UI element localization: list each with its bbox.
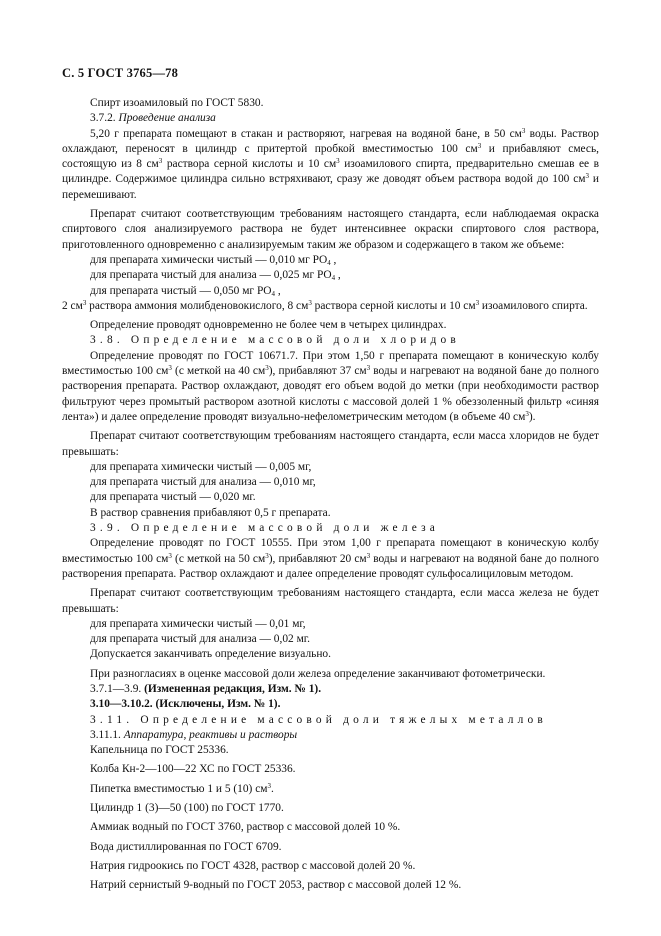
list-item: для препарата химически чистый — 0,005 мг, [90,460,312,473]
paragraph: Спирт изоамиловый по ГОСТ 5830. [90,97,264,109]
list-item: для препарата химически чистый — 0,010 мг $PO_4$ , [90,253,337,267]
subsection-title: 3.11.1. Аппаратура, реактивы и растворы [90,728,298,741]
paragraph: Определение проводят одновременно не более чем в четырех цилиндрах. [90,319,447,332]
list-item: Натрий сернистый 9-водный по ГОСТ 2053, раствор с массовой долей 12 %. [90,879,462,892]
list-item: Натрия гидроокись по ГОСТ 4328, раствор с массовой долей 20 %. [90,859,416,872]
paragraph: 5,20 г препарата помещают в стакан и растворяют, нагревая на водяной бане, в 50 $см^3$ воды. Раствор охлаждают, переносят в цилиндр с притертой пробкой вместимостью 100 $см^3$ и прибавляют смесь, состоящую из 8 $см^3$ раствора серной кислоты и 10 $см^3$ изоамилового спирта, предварительно смешав ее в цилиндре. Содержимое цилиндра сильно встряхивают, сразу же доводят объем раствора водой до 100 $см^3$ и перемешивают. [62,126,600,201]
list-item: для препарата чистый — 0,050 мг $PO_4$ , [90,284,281,298]
document-body [62,96,599,894]
list-item: Пипетка вместимостью 1 и 5 (10) $см^3$. [90,781,274,795]
list-item: для препарата чистый для анализа — 0,010 мг, [90,476,316,489]
list-item: Колба Кн-2—100—22 ХС по ГОСТ 25336. [90,763,296,776]
section-heading: 3.9. Определение массовой доли железа [90,522,440,535]
list-item: Аммиак водный по ГОСТ 3760, раствор с массовой долей 10 %. [90,821,401,834]
paragraph: При разногласиях в оценке массовой доли железа определение заканчивают фотометрически. [90,667,546,680]
list-item: для препарата чистый — 0,020 мг. [90,491,256,504]
change-note: 3.10—3.10.2. (Исключены, Изм. № 1). [90,698,281,711]
list-item: Капельница по ГОСТ 25336. [90,744,229,757]
change-note: 3.7.1—3.9. (Измененная редакция, Изм. № 1). [90,682,322,695]
page-header: С. 5 ГОСТ 3765—78 [62,66,179,80]
paragraph: Допускается заканчивать определение визуально. [90,648,331,661]
section-heading: 3.8. Определение массовой доли хлоридов [90,334,460,347]
paragraph: Определение проводят по ГОСТ 10555. При этом 1,00 г препарата помещают в коническую колбу вместимостью 100 $см^3$ (с меткой на 50 $см^3$), прибавляют 20 $см^3$ воды и нагревают на водяной бане до полного растворения препарата. Раствор охлаждают и далее определение проводят сульфосалициловым методом. [62,537,599,580]
list-item: для препарата чистый для анализа — 0,025 мг $PO_4$ , [90,269,341,283]
list-item: для препарата чистый для анализа — 0,02 мг. [90,633,311,646]
list-item: Вода дистиллированная по ГОСТ 6709. [90,840,282,853]
paragraph: Препарат считают соответствующим требованиям настоящего стандарта, если масса хлоридов не будет превышать: [62,430,599,458]
paragraph: Препарат считают соответствующим требованиям настоящего стандарта, если наблюдаемая окраска спиртового слоя анализируемого раствора не будет интенсивнее окраски спиртового слоя раствора, приготовленного одновременно с анализируемым таким же образом и содержащего в таком же объеме: [62,208,599,251]
list-item: для препарата химически чистый — 0,01 мг, [90,617,306,630]
paragraph: Определение проводят по ГОСТ 10671.7. При этом 1,50 г препарата помещают в коническую колбу вместимостью 100 $см^3$ (с меткой на 40 $см^3$), прибавляют 37 $см^3$ воды и нагревают на водяной бане до полного растворения препарата. Раствор охлаждают, доводят его объем водой до метки (при необходимости раствор фильтруют через промытый раствором азотной кислоты с массовой долей 1 % обеззоленный фильтр «синяя лента») и далее определение проводят визуально-нефелометрическим методом (в объеме 40 $см^3$). [62,349,599,423]
paragraph: Препарат считают соответствующим требованиям настоящего стандарта, если масса железа не будет превышать: [62,587,599,615]
list-item: Цилиндр 1 (3)—50 (100) по ГОСТ 1770. [90,802,284,815]
paragraph: В раствор сравнения прибавляют 0,5 г препарата. [90,506,331,519]
paragraph: 2 $см^3$ раствора аммония молибденовокислого, 8 $см^3$ раствора серной кислоты и 10 $см^3$ изоамилового спирта. [62,298,588,312]
section-heading: 3.11. Определение массовой доли тяжелых металлов [90,713,548,726]
subsection-title: 3.7.2. Проведение анализа [90,112,216,125]
